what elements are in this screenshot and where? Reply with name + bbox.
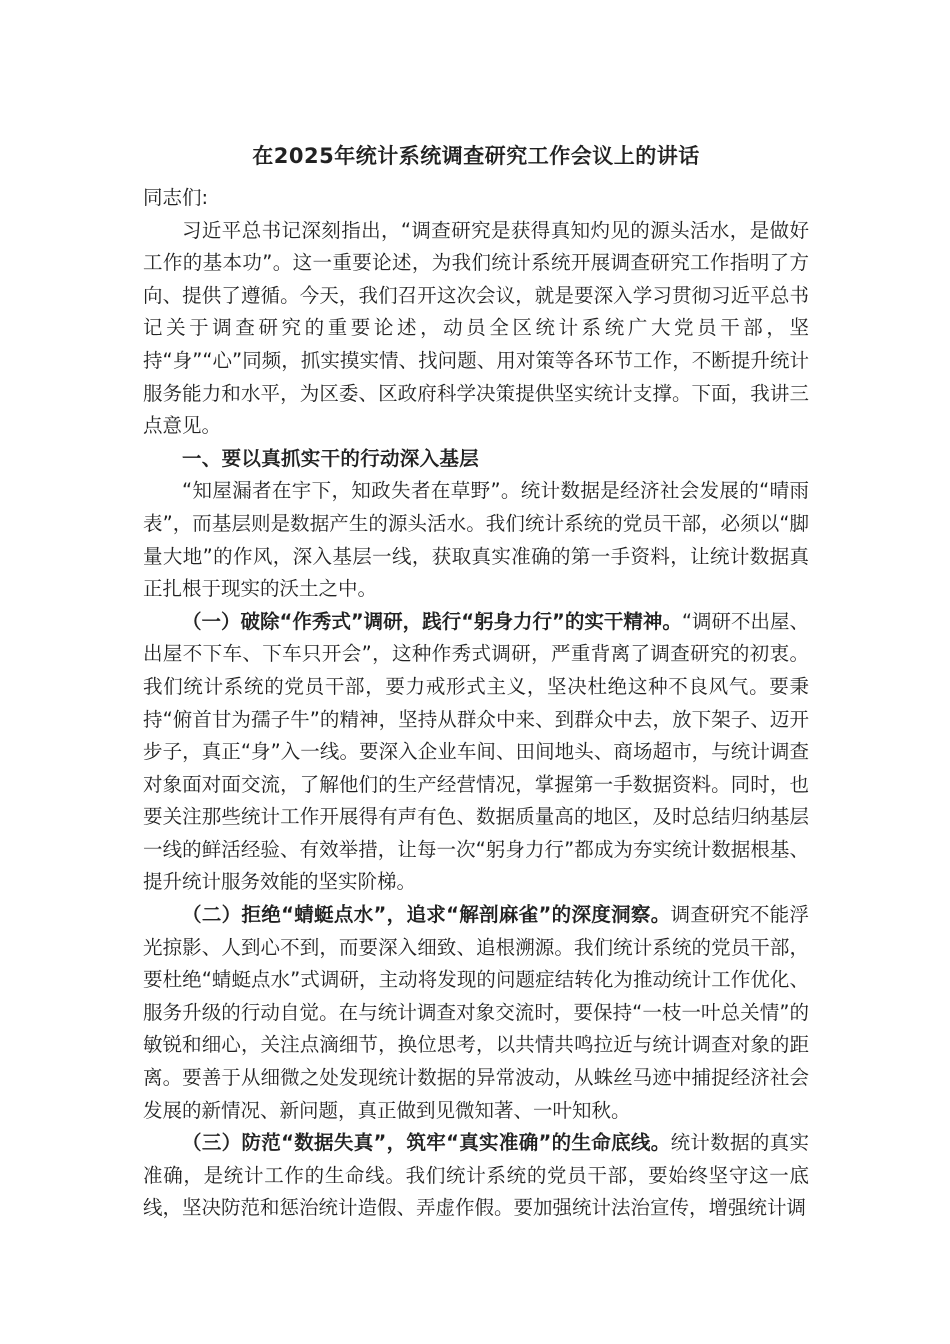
point-body-1: “调研不出屋、出屋不下车、下车只开会”，这种作秀式调研，严重背离了调查研究的初衷。我们统计系统的党员干部，要力戒形式主义，坚决杜绝这种不良风气。要秉持“俯首甘为孺子牛”的精神，坚持从群众中来、到群众中去，放下架子、迈开步子，真正“身”入一线。要深入企业车间、田间地头、商场超市，与统计调查对象面对面交流，了解他们的生产经营情况，掌握第一手数据资料。同时，也要关注那些统计工作开展得有声有色、数据质量高的地区，及时总结归纳基层一线的鲜活经验、有效举措，让每一次“躬身力行”都成为夯实统计数据根基、提升统计服务效能的坚实阶梯。	[143, 609, 810, 894]
point-body-3: 统计数据的真实准确，是统计工作的生命线。我们统计系统的党员干部，要始终坚守这一底线，坚决防范和惩治统计造假、弄虚作假。要加强统计法治宣传，增强统计调	[143, 1131, 809, 1220]
point-lead-2: （二）拒绝“蜻蜓点水”，追求“解剖麻雀”的深度洞察。	[182, 903, 671, 927]
salutation: 同志们:	[143, 186, 209, 209]
document-page	[143, 140, 809, 1225]
intro-paragraph: 习近平总书记深刻指出，“调查研究是获得真知灼见的源头活水，是做好工作的基本功”。这一重要论述，为我们统计系统开展调查研究工作指明了方向、提供了遵循。今天，我们召开这次会议，就是要深入学习贯彻习近平总书记关于调查研究的重要论述，动员全区统计系统广大党员干部，坚持“身”“心”同频，抓实摸实情、找问题、用对策等各环节工作，不断提升统计服务能力和水平，为区委、区政府科学决策提供坚实统计支撑。下面，我讲三点意见。	[143, 218, 809, 438]
section-intro-paragraph: “知屋漏者在宇下，知政失者在草野”。统计数据是经济社会发展的“晴雨表”，而基层则是数据产生的源头活水。我们统计系统的党员干部，必须以“脚量大地”的作风，深入基层一线，获取真实准确的第一手资料，让统计数据真正扎根于现实的沃土之中。	[143, 479, 809, 601]
document-title: 在2025年统计系统调查研究工作会议上的讲话	[252, 144, 700, 168]
point-lead-3: （三）防范“数据失真”，筑牢“真实准确”的生命底线。	[182, 1131, 671, 1155]
point-paragraph-3	[143, 1127, 809, 1225]
point-paragraph-2	[143, 899, 809, 1127]
point-paragraph-1	[143, 606, 809, 899]
point-lead-1: （一）破除“作秀式”调研，践行“躬身力行”的实干精神。	[182, 609, 682, 633]
point-body-2: 调查研究不能浮光掠影、人到心不到，而要深入细致、追根溯源。我们统计系统的党员干部，要杜绝“蜻蜓点水”式调研，主动将发现的问题症结转化为推动统计工作优化、服务升级的行动自觉。在与统计调查对象交流时，要保持“一枝一叶总关情”的敏锐和细心，关注点滴细节，换位思考，以共情共鸣拉近与统计调查对象的距离。要善于从细微之处发现统计数据的异常波动，从蛛丝马迹中捕捉经济社会发展的新情况、新问题，真正做到见微知著、一叶知秋。	[143, 903, 809, 1122]
section-heading: 一、要以真抓实干的行动深入基层	[182, 446, 480, 470]
